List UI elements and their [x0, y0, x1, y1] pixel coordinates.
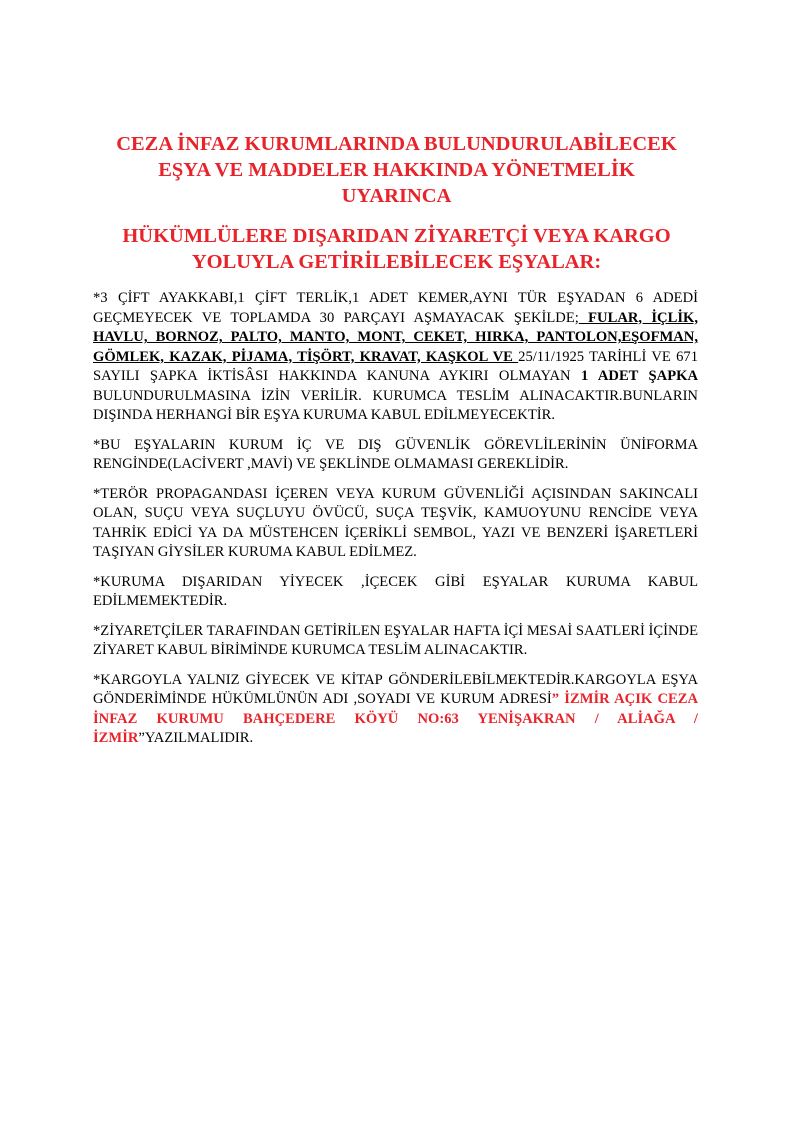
subtitle-line-1: HÜKÜMLÜLERE DIŞARIDAN ZİYARETÇİ VEYA KARGO — [122, 225, 671, 247]
title-line-2: EŞYA VE MADDELER HAKKINDA YÖNETMELİK — [158, 159, 635, 181]
paragraph-uniform-color: *BU EŞYALARIN KURUM İÇ VE DIŞ GÜVENLİK GÖREVLİLERİNİN ÜNİFORMA RENGİNDE(LACİVERT ,MAVİ) VE ŞEKLİNDE OLMAMASI GEREKLİDİR. — [93, 436, 698, 472]
paragraph-cargo-address — [93, 671, 698, 749]
title-line-1: CEZA İNFAZ KURUMLARINDA BULUNDURULABİLECEK — [116, 133, 677, 155]
paragraph-prohibited-clothing: *TERÖR PROPAGANDASI İÇEREN VEYA KURUM GÜVENLİĞİ AÇISINDAN SAKINCALI OLAN, SUÇU VEYA SUÇLUYU ÖVÜCÜ, SUÇA TEŞVİK, KAMUOYUNU RENCİDE VEYA TAHRİK EDİCİ YA DA MÜSTEHCEN İÇERİKLİ SEMBOL, YAZI VE BENZERİ İŞARETLERİ TAŞIYAN GİYSİLER KURUMA KABUL EDİLMEZ. — [93, 485, 698, 560]
paragraph-food-drink: *KURUMA DIŞARIDAN YİYECEK ,İÇECEK GİBİ EŞYALAR KURUMA KABUL EDİLMEMEKTEDİR. — [93, 573, 698, 609]
paragraph-visitor-delivery: *ZİYARETÇİLER TARAFINDAN GETİRİLEN EŞYALAR HAFTA İÇİ MESAİ SAATLERİ İÇİNDE ZİYARET KABUL BİRİMİNDE KURUMCA TESLİM ALINACAKTIR. — [93, 622, 698, 658]
p6-text-1: *KARGOYLA YALNIZ GİYECEK VE KİTAP GÖNDERİLEBİLMEKTEDİR.KARGOYLA EŞYA GÖNDERİMİNDE HÜKÜMLÜNÜN ADI ,SOYADI VE KURUM ADRESİ — [93, 671, 698, 707]
p1-item-list: FULAR, İÇLİK, HAVLU, BORNOZ, PALTO, MANTO, MONT, CEKET, HIRKA, PANTOLON,EŞOFMAN, GÖMLEK, KAZAK, PİJAMA, TİŞÖRT, KRAVAT, KAŞKOL VE — [93, 309, 699, 365]
document-subtitle — [90, 223, 703, 275]
subtitle-line-2: YOLUYLA GETİRİLEBİLECEK EŞYALAR: — [191, 251, 602, 273]
document-title — [90, 131, 703, 209]
p6-text-2: ”YAZILMALIDIR. — [138, 730, 254, 746]
p1-text-1: *3 ÇİFT AYAKKABI,1 ÇİFT TERLİK,1 ADET KEMER,AYNI TÜR EŞYADAN 6 ADEDİ GEÇMEYECEK VE TOPLAMDA 30 PARÇAYI AŞMAYACAK ŞEKİLDE; — [93, 290, 698, 326]
document-body — [93, 289, 698, 759]
title-line-3: UYARINCA — [341, 185, 452, 207]
p1-text-2: 25/11/1925 TARİHLİ VE 671 SAYILI ŞAPKA İKTİSÂSI HAKKINDA KANUNA AYKIRI OLMAYAN — [93, 348, 698, 384]
paragraph-allowed-items — [93, 289, 698, 426]
institution-address: ” İZMİR AÇIK CEZA İNFAZ KURUMU BAHÇEDERE KÖYÜ NO:63 YENİŞAKRAN / ALİAĞA / İZMİR — [93, 691, 698, 746]
p1-hat-count: 1 ADET ŞAPKA — [580, 368, 699, 384]
p1-text-3: BULUNDURULMASINA İZİN VERİLİR. — [93, 387, 362, 404]
p1-text-4: KURUMCA TESLİM ALINACAKTIR.BUNLARIN DIŞINDA HERHANGİ BİR EŞYA KURUMA KABUL EDİLMEYECEKTİR. — [93, 387, 698, 423]
